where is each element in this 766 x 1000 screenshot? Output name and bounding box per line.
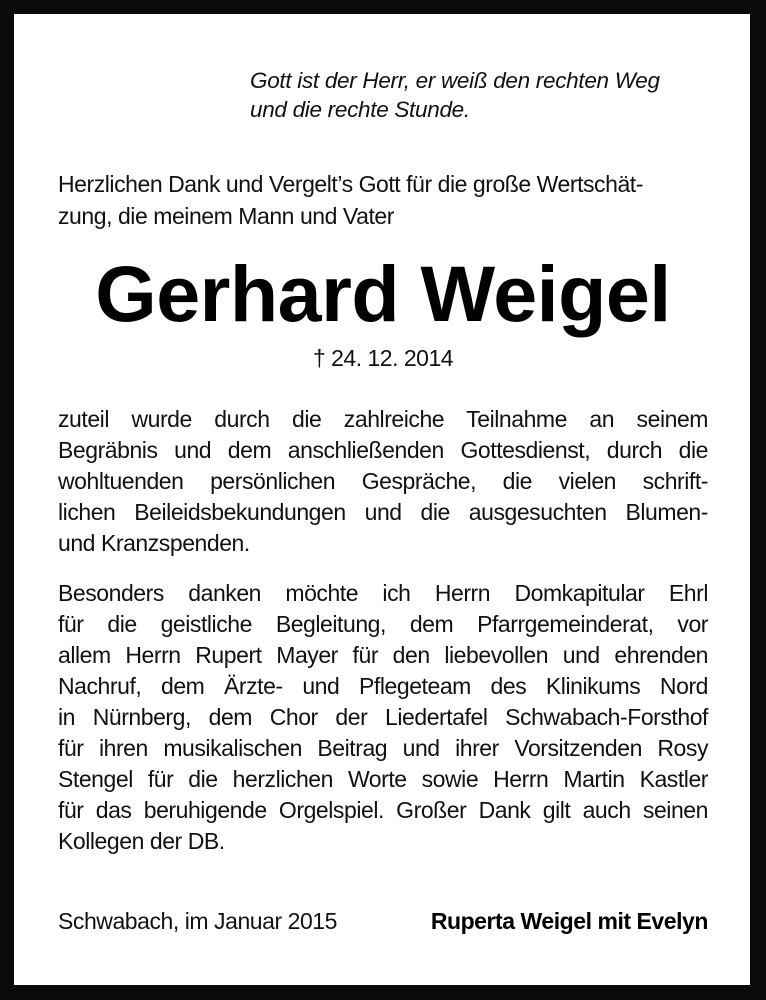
bible-quote [250,66,720,124]
paragraph-line: und Kranzspenden. [58,530,250,556]
intro-line: Herzlichen Dank und Vergelt’s Gott für die große Wertschät- [58,171,643,197]
paragraph-line: lichen Beileidsbekundungen und die ausgesuchten Blumen- [58,499,708,525]
paragraph-line: Stengel für die herzlichen Worte sowie Herrn Martin Kastler [58,766,708,792]
quote-line: und die rechte Stunde. [250,97,470,122]
deceased-name: Gerhard Weigel [95,249,671,338]
quote-line: Gott ist der Herr, er weiß den rechten Weg [250,68,660,93]
paragraph-line: für die geistliche Begleitung, dem Pfarrgemeinderat, vor [58,611,708,637]
paragraph-line: Begräbnis und dem anschließenden Gottesdienst, durch die [58,437,708,463]
thanks-paragraph-1 [58,404,708,559]
intro-text [58,168,708,232]
intro-line: zung, die meinem Mann und Vater [58,203,394,229]
paragraph-line: für ihren musikalischen Beitrag und ihrer Vorsitzenden Rosy [58,735,708,761]
place-and-date: Schwabach, im Januar 2015 [58,908,337,934]
paragraph-line: Nachruf, dem Ärzte- und Pflegeteam des Klinikums Nord [58,673,708,699]
death-date: † 24. 12. 2014 [312,345,454,371]
signers: Ruperta Weigel mit Evelyn [430,908,708,934]
paragraph-line: für das beruhigende Orgelspiel. Großer Dank gilt auch seinen [58,797,708,823]
paragraph-line: allem Herrn Rupert Mayer für den liebevollen und ehrenden [58,642,708,668]
paragraph-line: Kollegen der DB. [58,828,225,854]
paragraph-line: in Nürnberg, dem Chor der Liedertafel Schwabach-Forsthof [58,704,708,730]
notice-footer [58,905,708,937]
paragraph-line: wohltuenden persönlichen Gespräche, die vielen schrift- [58,468,708,494]
paragraph-line: Besonders danken möchte ich Herrn Domkapitular Ehrl [58,580,708,606]
paragraph-line: zuteil wurde durch die zahlreiche Teilnahme an seinem [58,406,708,432]
thanks-paragraph-2 [58,578,708,857]
